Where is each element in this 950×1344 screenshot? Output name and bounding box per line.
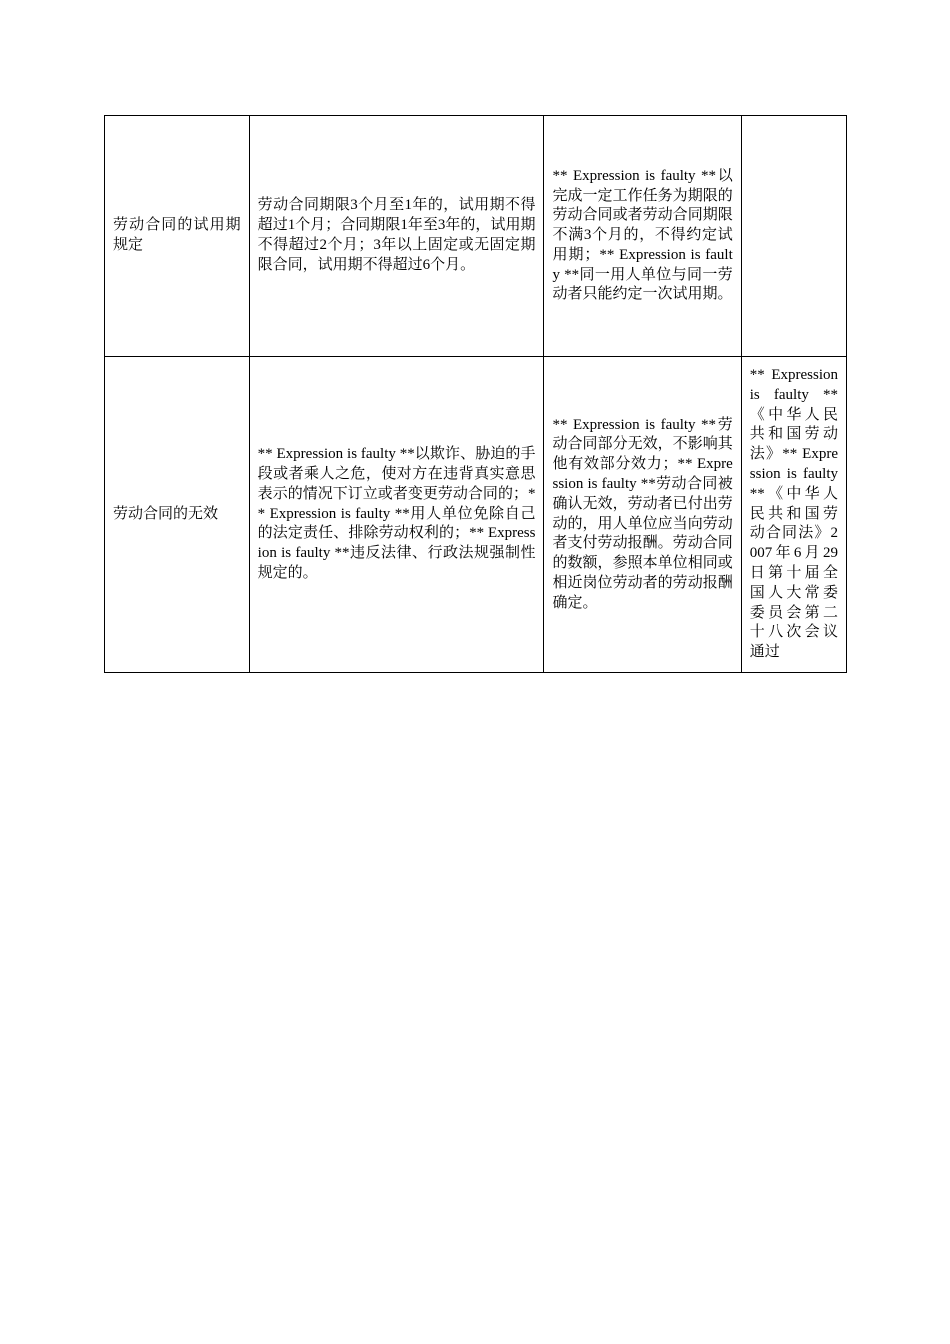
topic-cell: 劳动合同的无效 [105, 357, 250, 673]
table-row [105, 357, 847, 673]
source-cell [741, 116, 846, 357]
source-cell: ** Expression is faulty **《中华人民共和国劳动法》** Expression is faulty **《中华人民共和国劳动合同法》2007年6月29日第十届全国人大常委委员会第二十八次会议通过 [741, 357, 846, 673]
topic-cell: 劳动合同的试用期规定 [105, 116, 250, 357]
rule-cell: ** Expression is faulty **以欺诈、胁迫的手段或者乘人之危，使对方在违背真实意思表示的情况下订立或者变更劳动合同的；** Expression is faulty **用人单位免除自己的法定责任、排除劳动权利的；** Expression is faulty **违反法律、行政法规强制性规定的。 [249, 357, 544, 673]
rule-cell: 劳动合同期限3个月至1年的，试用期不得超过1个月；合同期限1年至3年的，试用期不得超过2个月；3年以上固定或无固定期限合同，试用期不得超过6个月。 [249, 116, 544, 357]
detail-cell: ** Expression is faulty **以完成一定工作任务为期限的劳动合同或者劳动合同期限不满3个月的，不得约定试用期；** Expression is faulty **同一用人单位与同一劳动者只能约定一次试用期。 [544, 116, 741, 357]
detail-cell: ** Expression is faulty **劳动合同部分无效，不影响其他有效部分效力；** Expression is faulty **劳动合同被确认无效，劳动者已付出劳动的，用人单位应当向劳动者支付劳动报酬。劳动合同的数额，参照本单位相同或相近岗位劳动者的劳动报酬确定。 [544, 357, 741, 673]
labor-contract-table [104, 115, 847, 673]
table-row [105, 116, 847, 357]
